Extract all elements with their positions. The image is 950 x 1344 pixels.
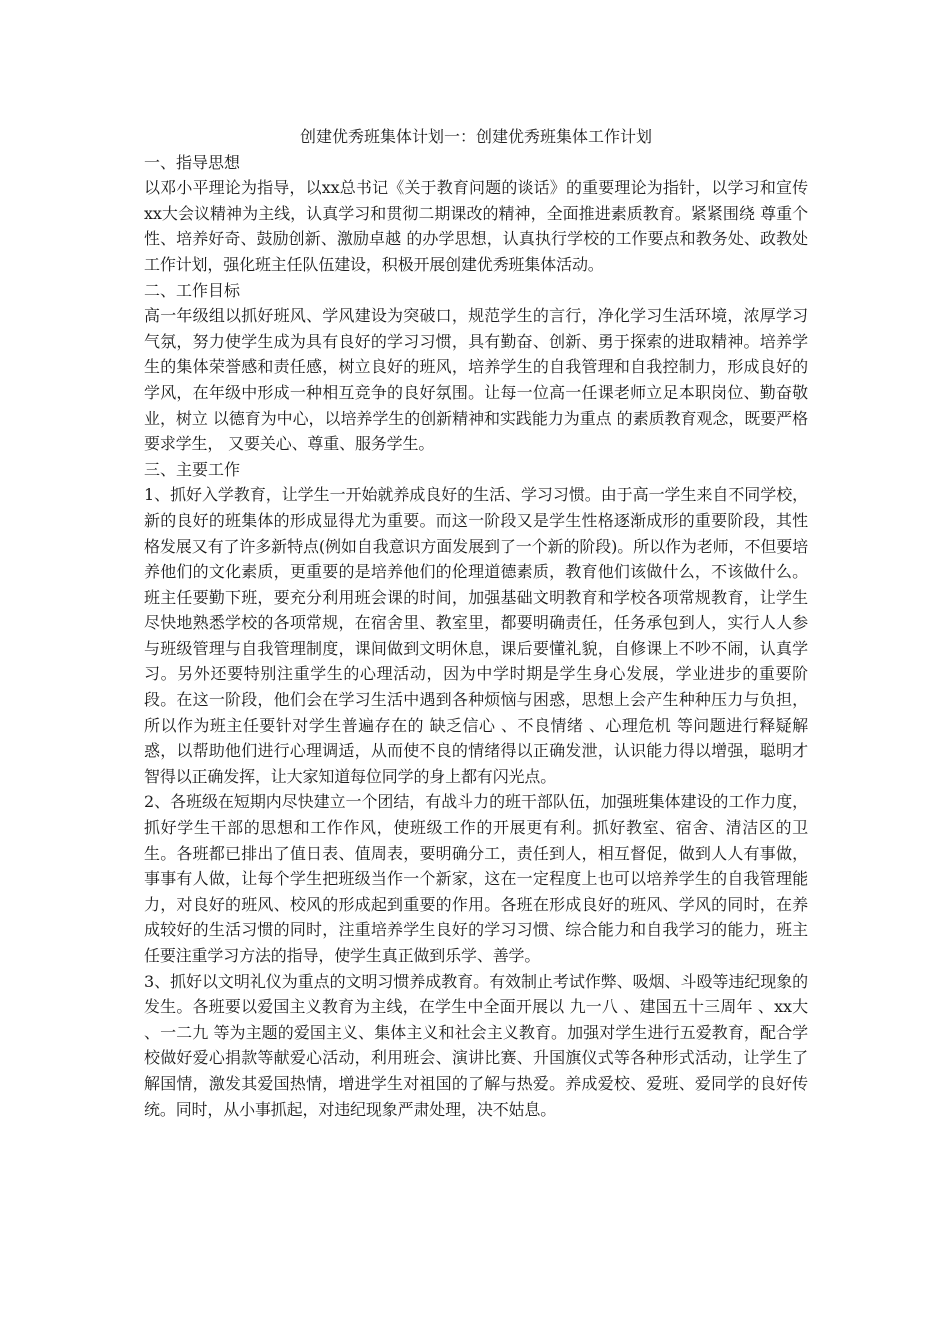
document-body [144, 124, 808, 1122]
section-paragraph: 2、各班级在短期内尽快建立一个团结，有战斗力的班干部队伍，加强班集体建设的工作力度，抓好学生干部的思想和工作作风，使班级工作的开展更有利。抓好教室、宿舍、清洁区的卫生。各班都已排出了值日表、值周表，要明确分工，责任到人，相互督促，做到人人有事做，事事有人做，让每个学生把班级当作一个新家，这在一定程度上也可以培养学生的自我管理能力，对良好的班风、校风的形成起到重要的作用。各班在形成良好的班风、学风的同时，在养成较好的生活习惯的同时，注重培养学生良好的学习习惯、综合能力和自我学习的能力，班主任要注重学习方法的指导，使学生真正做到乐学、善学。 [144, 792, 808, 965]
section-paragraph: 1、抓好入学教育，让学生一开始就养成良好的生活、学习习惯。由于高一学生来自不同学校，新的良好的班集体的形成显得尤为重要。而这一阶段又是学生性格逐渐成形的重要阶段，其性格发展又有了许多新特点(例如自我意识方面发展到了一个新的阶段)。所以作为老师，不但要培养他们的文化素质，更重要的是培养他们的伦理道德素质，教育他们该做什么，不该做什么。班主任要勤下班，要充分利用班会课的时间，加强基础文明教育和学校各项常规教育，让学生尽快地熟悉学校的各项常规，在宿舍里、教室里，都要明确责任，任务承包到人，实行人人参与班级管理与自我管理制度，课间做到文明休息，课后要懂礼貌，自修课上不吵不闹，认真学习。另外还要特别注重学生的心理活动，因为中学时期是学生身心发展，学业进步的重要阶段。在这一阶段，他们会在学习生活中遇到各种烦恼与困惑，思想上会产生种种压力与负担，所以作为班主任要针对学生普遍存在的 缺乏信心 、不良情绪 、心理危机 等问题进行释疑解惑，以帮助他们进行心理调适，从而使不良的情绪得以正确发泄，认识能力得以增强，聪明才智得以正确发挥，让大家知道每位同学的身上都有闪光点。 [144, 485, 808, 786]
section-paragraph: 3、抓好以文明礼仪为重点的文明习惯养成教育。有效制止考试作弊、吸烟、斗殴等违纪现象的发生。各班要以爱国主义教育为主线，在学生中全面开展以 九一八 、建国五十三周年 、xx大 、一二九 等为主题的爱国主义、集体主义和社会主义教育。加强对学生进行五爱教育，配合学校做好爱心捐款等献爱心活动，利用班会、演讲比赛、升国旗仪式等各种形式活动，让学生了解国情，激发其爱国热情，增进学生对祖国的了解与热爱。养成爱校、爱班、爱同学的良好传统。同时，从小事抓起，对违纪现象严肃处理，决不姑息。 [144, 971, 808, 1119]
section-heading-main-work: 三、主要工作 [144, 459, 241, 479]
section-heading-work-goals: 二、工作目标 [144, 280, 241, 300]
section-heading-guiding-thought: 一、指导思想 [144, 152, 241, 172]
section-paragraph: 高一年级组以抓好班风、学风建设为突破口，规范学生的言行，净化学习生活环境，浓厚学习气氛，努力使学生成为具有良好的学习习惯，具有勤奋、创新、勇于探索的进取精神。培养学生的集体荣誉感和责任感，树立良好的班风，培养学生的自我管理和自我控制力，形成良好的学风，在年级中形成一种相互竞争的良好氛围。让每一位高一任课老师立足本职岗位、勤奋敬业，树立 以德育为中心，以培养学生的创新精神和实践能力为重点 的素质教育观念，既要严格要求学生， 又要关心、尊重、服务学生。 [144, 306, 808, 454]
document-title: 创建优秀班集体计划一：创建优秀班集体工作计划 [299, 127, 652, 146]
section-paragraph: 以邓小平理论为指导，以xx总书记《关于教育问题的谈话》的重要理论为指针，以学习和宣传xx大会议精神为主线，认真学习和贯彻二期课改的精神，全面推进素质教育。紧紧围绕 尊重个性、培养好奇、鼓励创新、激励卓越 的办学思想，认真执行学校的工作要点和教务处、政教处工作计划，强化班主任队伍建设，积极开展创建优秀班集体活动。 [144, 178, 808, 274]
